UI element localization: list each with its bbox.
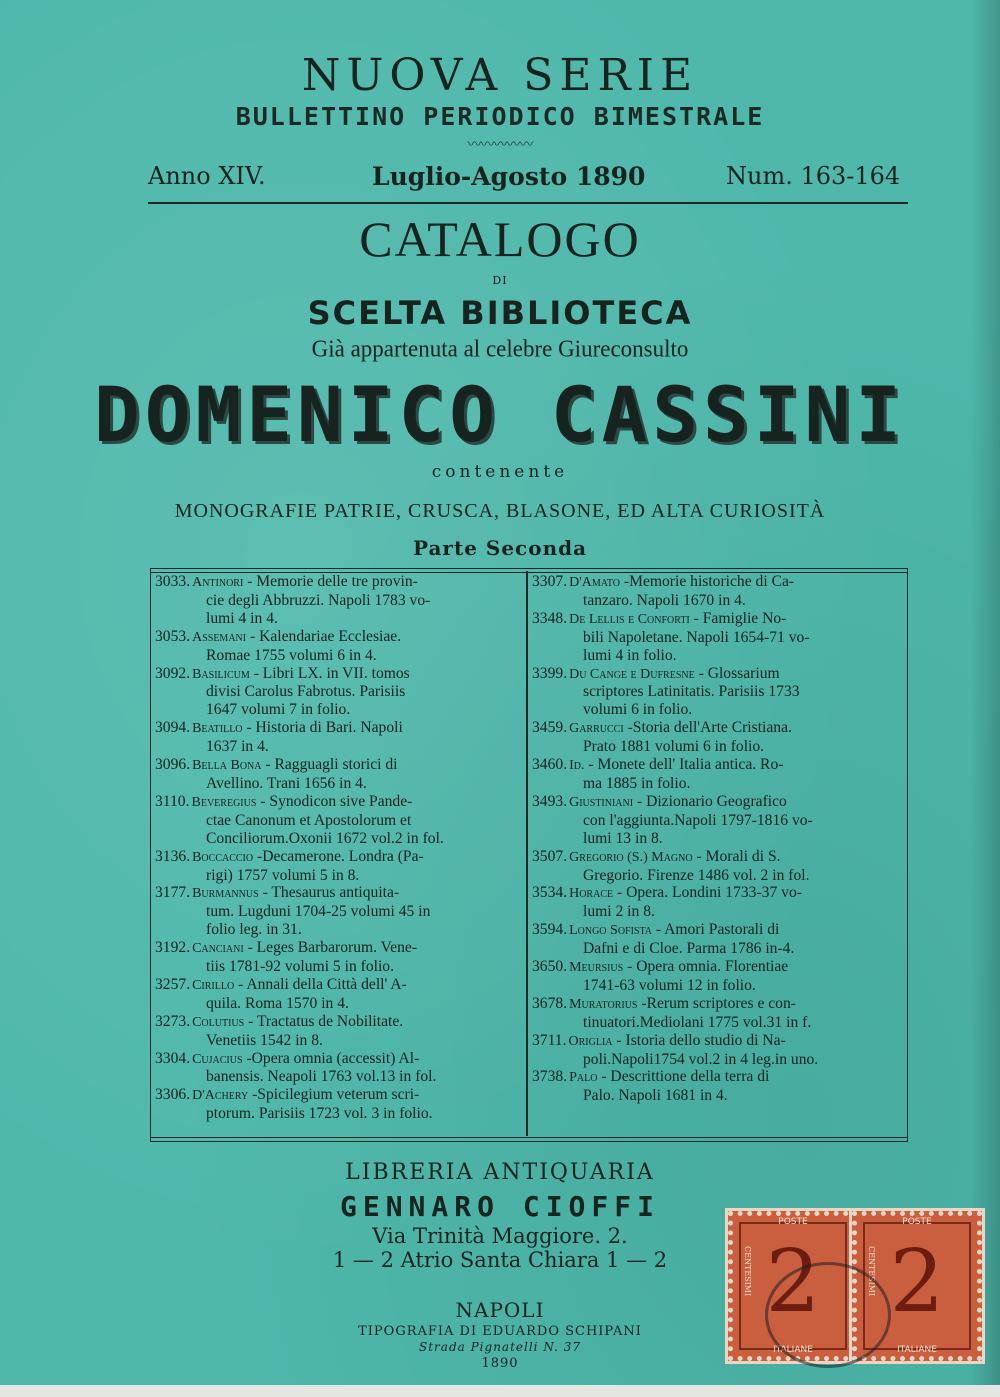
entry-author: Longo Sofista bbox=[569, 923, 653, 939]
entry-line bbox=[532, 719, 902, 738]
entry-text: ma 1885 in folio. bbox=[583, 774, 691, 792]
entry-author: Horace bbox=[569, 886, 614, 902]
entry-author: Basilicum bbox=[192, 666, 250, 682]
stamp-top-text: POSTE bbox=[778, 1217, 808, 1227]
catalogo-heading: CATALOGO bbox=[359, 211, 641, 267]
address-line-2: 1 — 2 Atrio Santa Chiara 1 — 2 bbox=[332, 1248, 668, 1272]
header-rule bbox=[148, 202, 908, 204]
entry-author: Colutius bbox=[192, 1014, 245, 1030]
entry-text: Conciliorum.Oxonii 1672 vol.2 in fol. bbox=[206, 829, 444, 847]
entry-author: Id. bbox=[569, 758, 585, 774]
entry-text: - Amori Pastorali di bbox=[655, 921, 780, 939]
catalogue-entry bbox=[155, 573, 523, 628]
entry-number: 3096. bbox=[155, 756, 191, 774]
entry-line bbox=[155, 756, 523, 775]
entry-line bbox=[532, 921, 902, 940]
entry-text: -Memorie historiche di Ca- bbox=[623, 573, 795, 590]
entry-text: - Morali di S. bbox=[696, 847, 781, 865]
printer-line: TIPOGRAFIA DI EDUARDO SCHIPANI bbox=[358, 1324, 642, 1339]
catalogue-entry bbox=[532, 610, 902, 665]
entry-text: ctae Canonum et Apostolorum et bbox=[206, 811, 412, 829]
entry-number: 3177. bbox=[155, 884, 191, 902]
entry-line bbox=[155, 1086, 523, 1105]
catalogue-entry bbox=[532, 793, 902, 848]
entry-text: -Rerum scriptores e con- bbox=[641, 994, 796, 1012]
catalogue-entry bbox=[532, 573, 902, 610]
entry-number: 3257. bbox=[155, 975, 191, 993]
entry-number: 3306. bbox=[155, 1086, 191, 1104]
entry-number: 3460. bbox=[532, 756, 568, 774]
entry-number: 3650. bbox=[532, 958, 568, 976]
entry-author: Palo bbox=[569, 1070, 598, 1086]
stamp-top-text: POSTE bbox=[902, 1217, 932, 1227]
entry-line bbox=[532, 738, 902, 756]
stamp-side-text: CENTESIMI bbox=[867, 1246, 876, 1297]
entry-line bbox=[155, 793, 523, 812]
entry-line bbox=[155, 775, 523, 793]
entry-line bbox=[532, 903, 902, 921]
entry-text: - Istoria dello studio di Na- bbox=[616, 1031, 786, 1049]
entry-text: 1741-63 volumi 12 in folio. bbox=[583, 976, 756, 994]
entry-author: Burmannus bbox=[192, 886, 259, 902]
entry-line bbox=[532, 701, 902, 719]
entry-line bbox=[532, 610, 902, 629]
entry-line bbox=[532, 848, 902, 867]
entry-text: rigi) 1757 volumi 5 in 8. bbox=[206, 866, 360, 884]
stamp-bottom-text: ITALIANE bbox=[773, 1345, 813, 1355]
entry-text: - Thesaurus antiquita- bbox=[262, 884, 400, 902]
di-word: DI bbox=[492, 274, 508, 287]
entry-line bbox=[155, 1032, 523, 1050]
entry-text: lumi 2 in 8. bbox=[583, 903, 655, 921]
postmark-cancel bbox=[765, 1262, 891, 1368]
entry-author: De Lellis e Conforti bbox=[569, 611, 690, 627]
contents-line: MONOGRAFIE PATRIE, CRUSCA, BLASONE, ED ALTA CURIOSITÀ bbox=[174, 500, 826, 522]
entry-author: Cirillo bbox=[192, 977, 235, 993]
entry-number: 3307. bbox=[532, 573, 568, 590]
entry-line bbox=[155, 830, 523, 848]
entry-text: - Memorie delle tre provin- bbox=[247, 573, 418, 590]
entry-line bbox=[155, 665, 523, 684]
entry-line bbox=[155, 701, 523, 719]
entry-author: Canciani bbox=[192, 941, 244, 957]
catalogue-entry bbox=[532, 665, 902, 720]
entry-author: Gregorio (S.) Magno bbox=[569, 849, 693, 865]
entry-number: 3092. bbox=[155, 664, 191, 682]
entry-number: 3594. bbox=[532, 921, 568, 939]
entry-author: Beveregius bbox=[191, 794, 257, 810]
entry-line bbox=[532, 629, 902, 647]
anno-label: Anno XIV. bbox=[148, 162, 266, 190]
printer-address: Strada Pignatelli N. 37 bbox=[419, 1340, 581, 1354]
entry-number: 3033. bbox=[155, 573, 191, 590]
catalogue-entry bbox=[532, 995, 902, 1032]
entry-line bbox=[155, 958, 523, 976]
entry-line bbox=[532, 1087, 902, 1105]
entry-line bbox=[155, 903, 523, 921]
catalogue-entry bbox=[155, 1086, 523, 1123]
entry-line bbox=[532, 683, 902, 701]
entry-text: - Annali della Città dell' A- bbox=[238, 975, 407, 993]
entry-line bbox=[155, 884, 523, 903]
entry-number: 3678. bbox=[532, 994, 568, 1012]
scelta-heading: SCELTA BIBLIOTECA bbox=[307, 294, 693, 332]
catalogue-entry bbox=[155, 939, 523, 976]
stamp-value: 2 bbox=[889, 1232, 945, 1332]
right-column bbox=[532, 573, 902, 1105]
issue-number: Num. 163-164 bbox=[726, 162, 901, 190]
imprint-year: 1890 bbox=[481, 1356, 519, 1371]
catalogue-entry bbox=[155, 976, 523, 1013]
entry-text: -Decamerone. Londra (Pa- bbox=[257, 847, 424, 865]
entry-text: -Storia dell'Arte Cristiana. bbox=[627, 719, 792, 737]
entry-number: 3459. bbox=[532, 719, 568, 737]
entry-line bbox=[155, 995, 523, 1013]
entry-author: D'Amato bbox=[569, 575, 620, 590]
libreria-label: LIBRERIA ANTIQUARIA bbox=[345, 1160, 655, 1185]
entry-text: 1647 volumi 7 in folio. bbox=[206, 701, 351, 719]
bulletin-subtitle: BULLETTINO PERIODICO BIMESTRALE bbox=[235, 102, 765, 131]
entry-line bbox=[155, 921, 523, 939]
catalogue-entry bbox=[155, 719, 523, 756]
catalogue-table bbox=[150, 568, 908, 1142]
entry-text: ptorum. Parisiis 1723 vol. 3 in folio. bbox=[206, 1105, 433, 1123]
entry-text: Dafni e di Cloe. Parma 1786 in-4. bbox=[583, 940, 795, 958]
left-column bbox=[155, 573, 523, 1123]
entry-number: 3507. bbox=[532, 847, 568, 865]
entry-number: 3110. bbox=[155, 792, 190, 810]
entry-line bbox=[155, 647, 523, 665]
entry-text: folio leg. in 31. bbox=[206, 921, 302, 939]
entry-line bbox=[155, 939, 523, 958]
ornament-divider: 〰〰〰〰〰 bbox=[467, 137, 533, 153]
catalogue-entry bbox=[532, 1032, 902, 1069]
entry-line bbox=[532, 1014, 902, 1032]
entry-number: 3711. bbox=[532, 1031, 567, 1049]
address-line: Via Trinità Maggiore. 2. bbox=[372, 1224, 628, 1248]
entry-number: 3136. bbox=[155, 847, 191, 865]
contenente-word: contenente bbox=[431, 462, 569, 482]
catalogue-entry bbox=[532, 1068, 902, 1105]
entry-text: - Synodicon sive Pande- bbox=[260, 792, 413, 810]
entry-text: Prato 1881 volumi 6 in folio. bbox=[583, 738, 765, 756]
entry-line bbox=[532, 958, 902, 977]
entry-line bbox=[155, 628, 523, 647]
entry-line bbox=[532, 812, 902, 830]
entry-number: 3534. bbox=[532, 884, 568, 902]
entry-number: 3273. bbox=[155, 1012, 191, 1030]
entry-author: Giustiniani bbox=[569, 794, 634, 810]
entry-text: Palo. Napoli 1681 in 4. bbox=[583, 1087, 728, 1105]
catalogue-entry bbox=[155, 793, 523, 848]
entry-line bbox=[532, 647, 902, 665]
entry-line bbox=[532, 1032, 902, 1051]
entry-text: volumi 6 in folio. bbox=[583, 701, 693, 719]
entry-text: -Opera omnia (accessit) Al- bbox=[246, 1049, 420, 1067]
entry-text: 1637 in 4. bbox=[206, 738, 269, 756]
entry-line bbox=[532, 995, 902, 1014]
entry-author: Du Cange e Dufresne bbox=[569, 666, 695, 682]
entry-line bbox=[155, 738, 523, 756]
catalogue-entry bbox=[155, 1050, 523, 1087]
entry-number: 3738. bbox=[532, 1068, 568, 1086]
entry-text: - Dizionario Geografico bbox=[637, 792, 787, 810]
owner-name: DOMENICO CASSINI bbox=[93, 370, 907, 459]
entry-author: Bella Bona bbox=[192, 758, 262, 774]
entry-line bbox=[532, 940, 902, 958]
catalogue-entry bbox=[155, 628, 523, 665]
entry-text: - Kalendariae Ecclesiae. bbox=[250, 627, 402, 645]
entry-line bbox=[155, 867, 523, 885]
entry-number: 3053. bbox=[155, 627, 191, 645]
entry-line bbox=[155, 719, 523, 738]
series-title: NUOVA SERIE bbox=[301, 50, 699, 101]
entry-text: divisi Carolus Fabrotus. Parisiis bbox=[206, 683, 406, 701]
entry-text: cie degli Abbruzzi. Napoli 1783 vo- bbox=[206, 591, 431, 609]
entry-line bbox=[532, 977, 902, 995]
entry-line bbox=[155, 610, 523, 628]
entry-text: bili Napoletane. Napoli 1654-71 vo- bbox=[583, 628, 810, 646]
entry-number: 3348. bbox=[532, 609, 568, 627]
entry-line bbox=[155, 1068, 523, 1086]
entry-text: lumi 13 in 8. bbox=[583, 829, 663, 847]
page-bottom-edge bbox=[0, 1385, 1000, 1397]
catalogue-entry bbox=[532, 848, 902, 885]
entry-line bbox=[532, 592, 902, 610]
entry-author: Meursius bbox=[569, 960, 624, 976]
stamp-value: 2 bbox=[765, 1232, 821, 1332]
entry-number: 3094. bbox=[155, 719, 191, 737]
entry-number: 3304. bbox=[155, 1049, 191, 1067]
catalogue-entry bbox=[155, 848, 523, 885]
entry-number: 3399. bbox=[532, 664, 568, 682]
entry-text: - Descrittione della terra di bbox=[601, 1068, 770, 1086]
entry-text: tinuatori.Mediolani 1775 vol.31 in f. bbox=[583, 1013, 812, 1031]
catalogue-entry bbox=[532, 884, 902, 921]
entry-line bbox=[532, 867, 902, 885]
entry-text: lumi 4 in folio. bbox=[583, 646, 677, 664]
entry-text: Romae 1755 volumi 6 in 4. bbox=[206, 646, 377, 664]
city-name: NAPOLI bbox=[455, 1298, 545, 1322]
entry-text: tanzaro. Napoli 1670 in 4. bbox=[583, 591, 746, 609]
entry-line bbox=[155, 848, 523, 867]
entry-text: tum. Lugduni 1704-25 volumi 45 in bbox=[206, 903, 431, 921]
entry-line bbox=[155, 592, 523, 610]
entry-number: 3192. bbox=[155, 939, 191, 957]
entry-line bbox=[532, 665, 902, 684]
entry-text: tiis 1781-92 volumi 5 in folio. bbox=[206, 958, 394, 976]
entry-line bbox=[155, 1105, 523, 1123]
entry-text: - Ragguagli storici di bbox=[265, 756, 398, 774]
catalogue-entry bbox=[532, 756, 902, 793]
entry-author: Assemani bbox=[192, 629, 247, 645]
gia-line: Già appartenuta al celebre Giureconsulto bbox=[311, 335, 689, 362]
entry-author: Origlia bbox=[568, 1033, 613, 1049]
entry-line bbox=[532, 573, 902, 592]
entry-number: 3493. bbox=[532, 792, 568, 810]
entry-line bbox=[155, 976, 523, 995]
entry-line bbox=[155, 683, 523, 701]
entry-text: - Opera omnia. Florentiae bbox=[627, 958, 789, 976]
entry-line bbox=[532, 793, 902, 812]
entry-text: Venetiis 1542 in 8. bbox=[206, 1031, 323, 1049]
entry-text: - Libri LX. in VII. tomos bbox=[253, 664, 410, 682]
entry-line bbox=[532, 1068, 902, 1087]
entry-line bbox=[155, 573, 523, 592]
entry-text: - Leges Barbarorum. Vene- bbox=[247, 939, 418, 957]
catalogue-entry bbox=[532, 719, 902, 756]
entry-author: D'Achery bbox=[192, 1088, 249, 1104]
entry-line bbox=[155, 1050, 523, 1069]
entry-text: - Historia di Bari. Napoli bbox=[246, 719, 403, 737]
entry-text: - Famiglie No- bbox=[693, 609, 787, 627]
entry-text: poli.Napoli1754 vol.2 in 4 leg.in uno. bbox=[583, 1050, 819, 1068]
catalogue-entry bbox=[532, 921, 902, 958]
entry-author: Boccaccio bbox=[192, 849, 254, 865]
stamp-bottom-text: ITALIANE bbox=[897, 1345, 937, 1355]
entry-text: -Spicilegium veterum scri- bbox=[252, 1086, 420, 1104]
stamp-side-text: CENTESIMI bbox=[743, 1246, 752, 1297]
catalogue-entry bbox=[155, 756, 523, 793]
entry-author: Muratorius bbox=[569, 996, 638, 1012]
entry-text: - Monete dell' Italia antica. Ro- bbox=[588, 756, 784, 774]
entry-text: - Tractatus de Nobilitate. bbox=[248, 1012, 404, 1030]
entry-text: quila. Roma 1570 in 4. bbox=[206, 994, 349, 1012]
entry-text: banensis. Neapoli 1763 vol.13 in fol. bbox=[206, 1068, 437, 1086]
entry-line bbox=[155, 1013, 523, 1032]
catalogue-entry bbox=[155, 884, 523, 939]
issue-date: Luglio-Agosto 1890 bbox=[372, 162, 646, 191]
entry-line bbox=[532, 756, 902, 775]
catalogue-entry bbox=[155, 665, 523, 720]
entry-line bbox=[155, 812, 523, 830]
entry-text: lumi 4 in 4. bbox=[206, 609, 278, 627]
part-label: Parte Seconda bbox=[412, 536, 588, 560]
entry-line bbox=[532, 1051, 902, 1069]
bookseller-name: GENNARO CIOFFI bbox=[339, 1190, 660, 1223]
entry-author: Garrucci bbox=[569, 721, 624, 737]
entry-author: Cujacius bbox=[192, 1051, 243, 1067]
entry-line bbox=[532, 830, 902, 848]
entry-text: - Glossarium bbox=[698, 664, 780, 682]
entry-author: Antinori bbox=[192, 575, 244, 590]
entry-text: Avellino. Trani 1656 in 4. bbox=[206, 774, 367, 792]
entry-text: scriptores Latinitatis. Parisiis 1733 bbox=[583, 683, 800, 701]
catalogue-entry bbox=[155, 1013, 523, 1050]
entry-line bbox=[532, 884, 902, 903]
entry-line bbox=[532, 775, 902, 793]
entry-author: Beatillo bbox=[192, 721, 243, 737]
entry-text: con l'aggiunta.Napoli 1797-1816 vo- bbox=[583, 811, 813, 829]
column-separator bbox=[526, 571, 528, 1136]
entry-text: - Opera. Londini 1733-37 vo- bbox=[617, 884, 802, 902]
entry-text: Gregorio. Firenze 1486 vol. 2 in fol. bbox=[583, 866, 810, 884]
catalogue-entry bbox=[532, 958, 902, 995]
